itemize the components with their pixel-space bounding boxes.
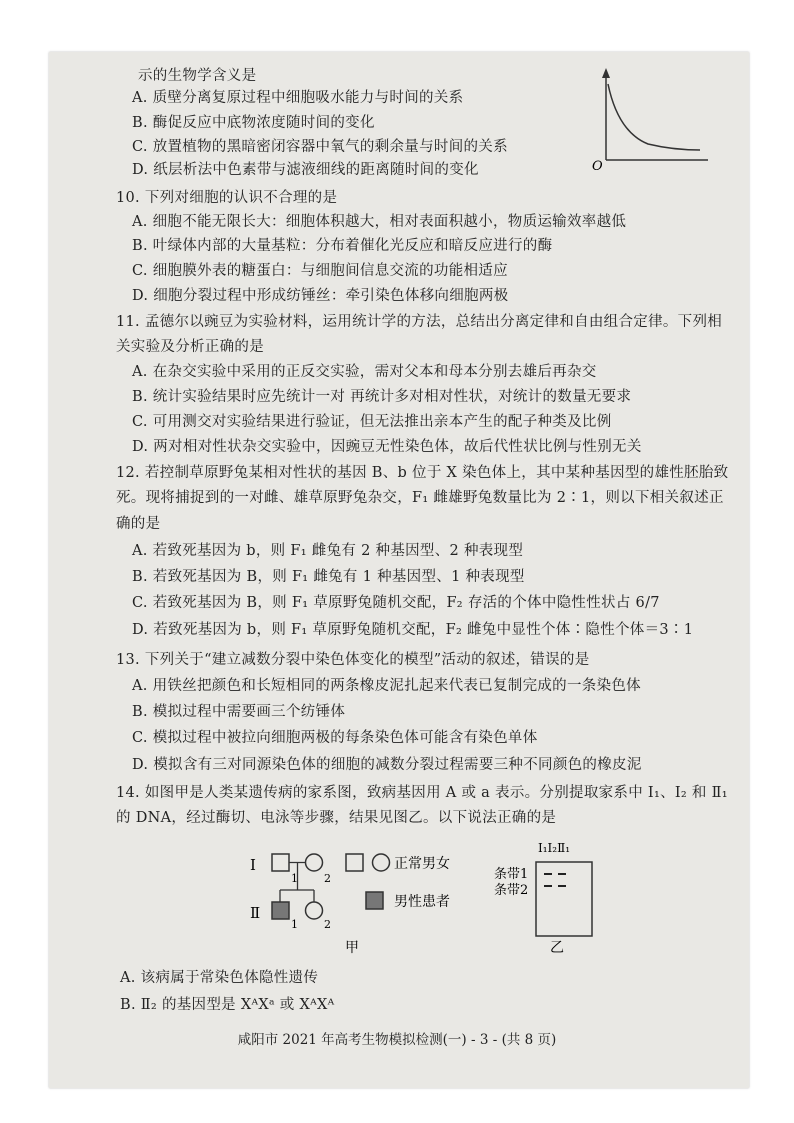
q11-option-d: D. 两对相对性状杂交实验中，因豌豆无性染色体，故后代性状比例与性别无关 <box>132 439 642 455</box>
female-normal-I2 <box>306 854 323 871</box>
q10-option-a: A. 细胞不能无限长大：细胞体积越大，相对表面积越小，物质运输效率越低 <box>132 214 627 230</box>
q12-option-c: C. 若致死基因为 B，则 F₁ 草原野兔随机交配，F₂ 存活的个体中隐性性状占 6/7 <box>132 595 660 611</box>
legend-male-affected-icon <box>366 892 383 909</box>
generation-1-label: Ⅰ <box>250 856 256 874</box>
I1-number: 1 <box>291 872 298 885</box>
legend-affected-label: 男性患者 <box>394 894 450 910</box>
generation-2-label: Ⅱ <box>250 904 261 922</box>
q9-option-b: B. 酶促反应中底物浓度随时间的变化 <box>132 115 375 131</box>
q13-option-d: D. 模拟含有三对同源染色体的细胞的减数分裂过程需要三种不同颜色的橡皮泥 <box>132 757 642 773</box>
q9-option-a: A. 质壁分离复原过程中细胞吸水能力与时间的关系 <box>132 90 464 106</box>
origin-label: O <box>592 159 603 174</box>
q9-curve-graph <box>588 62 718 174</box>
II2-number: 2 <box>324 918 331 931</box>
band2-label: 条带2 <box>494 883 529 898</box>
q10-option-b: B. 叶绿体内部的大量基粒：分布着催化光反应和暗反应进行的酶 <box>132 238 553 254</box>
pedigree-chart <box>248 838 478 958</box>
q14-option-a: A. 该病属于常染色体隐性遗传 <box>120 970 319 986</box>
electrophoresis-gel <box>492 838 612 958</box>
q12-stem-line3: 确的是 <box>116 516 161 532</box>
q13-option-c: C. 模拟过程中被拉向细胞两极的每条染色体可能含有染色单体 <box>132 730 538 746</box>
legend-female-normal-icon <box>373 854 390 871</box>
female-normal-II2 <box>306 902 323 919</box>
decay-curve <box>608 84 700 150</box>
q14-stem-line2: 的 DNA，经过酶切、电泳等步骤，结果见图乙。以下说法正确的是 <box>116 810 557 826</box>
pedigree-caption: 甲 <box>345 940 359 956</box>
q9-stem: 示的生物学含义是 <box>138 68 257 84</box>
q13-option-a: A. 用铁丝把颜色和长短相同的两条橡皮泥扎起来代表已复制完成的一条染色体 <box>132 678 641 694</box>
q14-option-b: B. Ⅱ₂ 的基因型是 XᴬXᵃ 或 XᴬXᴬ <box>120 997 335 1013</box>
q11-option-a: A. 在杂交实验中采用的正反交实验，需对父本和母本分别去雄后再杂交 <box>132 364 597 380</box>
q9-option-c: C. 放置植物的黑暗密闭容器中氧气的剩余量与时间的关系 <box>132 139 508 155</box>
I2-number: 2 <box>324 872 331 885</box>
q10-option-d: D. 细胞分裂过程中形成纺锤丝：牵引染色体移向细胞两极 <box>132 288 509 304</box>
q10-stem: 10. 下列对细胞的认识不合理的是 <box>116 190 338 206</box>
band1-label: 条带1 <box>494 867 529 882</box>
q14-stem-line1: 14. 如图甲是人类某遗传病的家系图，致病基因用 A 或 a 表示。分别提取家系中 Ⅰ₁、Ⅰ₂ 和 Ⅱ₁ <box>116 785 728 801</box>
q13-stem: 13. 下列关于“建立减数分裂中染色体变化的模型”活动的叙述，错误的是 <box>116 652 590 668</box>
male-affected-II1 <box>272 902 289 919</box>
page-footer: 咸阳市 2021 年高考生物模拟检测(一) - 3 - (共 8 页) <box>237 1032 557 1048</box>
q12-option-b: B. 若致死基因为 B，则 F₁ 雌兔有 1 种基因型、1 种表现型 <box>132 569 525 585</box>
male-normal-I1 <box>272 854 289 871</box>
legend-male-normal-icon <box>346 854 363 871</box>
q12-option-d: D. 若致死基因为 b，则 F₁ 草原野兔随机交配，F₂ 雌兔中显性个体∶隐性个体＝3∶1 <box>132 622 694 638</box>
legend-normal-label: 正常男女 <box>394 856 450 872</box>
q12-stem-line1: 12. 若控制草原野兔某相对性状的基因 B、b 位于 X 染色体上，其中某种基因型的雄性胚胎致 <box>116 465 729 481</box>
gel-caption: 乙 <box>550 940 564 956</box>
q12-stem-line2: 死。现将捕捉到的一对雌、雄草原野兔杂交，F₁ 雌雄野兔数量比为 2∶1，则以下相关叙述正 <box>116 490 724 506</box>
q11-option-b: B. 统计实验结果时应先统计一对 再统计多对相对性状，对统计的数量无要求 <box>132 389 632 405</box>
q11-stem-line1: 11. 孟德尔以豌豆为实验材料，运用统计学的方法，总结出分离定律和自由组合定律。下列相 <box>116 314 723 330</box>
q9-option-d: D. 纸层析法中色素带与滤液细线的距离随时间的变化 <box>132 162 479 178</box>
II1-number: 1 <box>291 918 298 931</box>
q11-option-c: C. 可用测交对实验结果进行验证，但无法推出亲本产生的配子种类及比例 <box>132 414 612 430</box>
q13-option-b: B. 模拟过程中需要画三个纺锤体 <box>132 704 346 720</box>
q10-option-c: C. 细胞膜外表的糖蛋白：与细胞间信息交流的功能相适应 <box>132 263 508 279</box>
q12-option-a: A. 若致死基因为 b，则 F₁ 雌兔有 2 种基因型、2 种表现型 <box>132 543 524 559</box>
q11-stem-line2: 关实验及分析正确的是 <box>116 339 264 355</box>
gel-lane-labels: Ⅰ₁Ⅰ₂Ⅱ₁ <box>538 841 571 855</box>
